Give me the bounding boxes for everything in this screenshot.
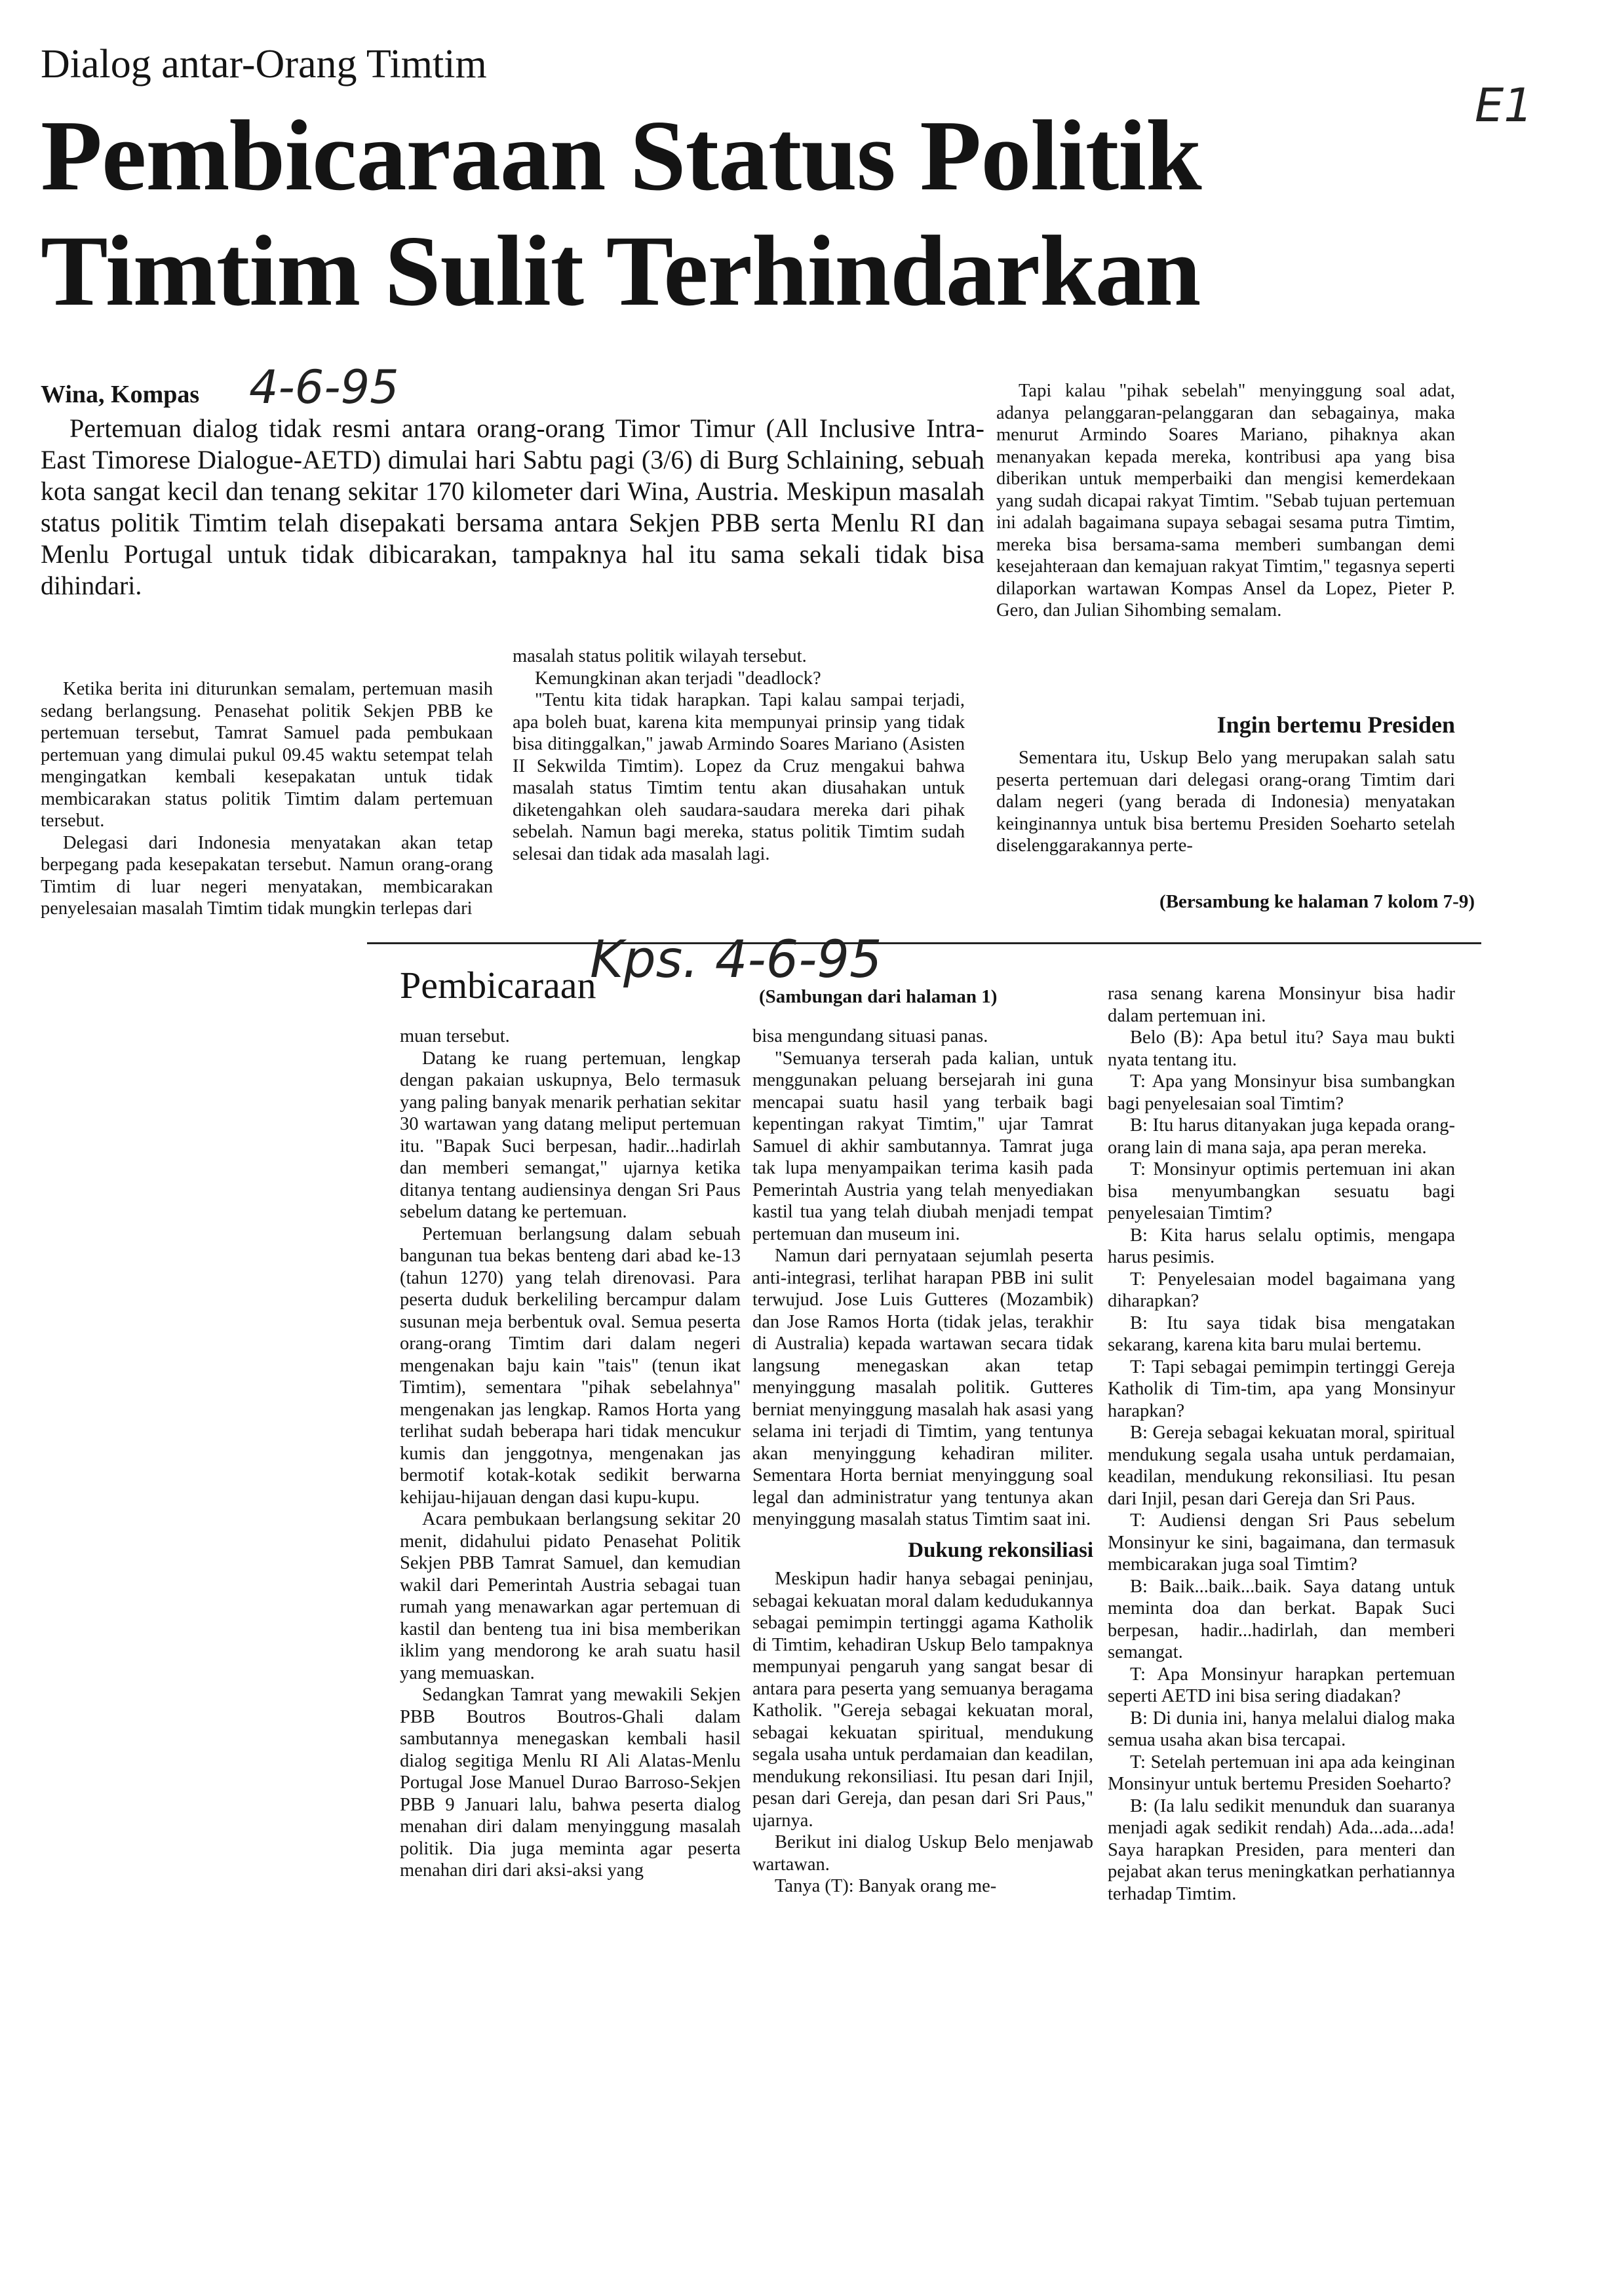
qa-line: B: Di dunia ini, hanya melalui dialog maka semua usaha akan bisa tercapai. bbox=[1108, 1708, 1455, 1750]
qa-line: T: Apa yang Monsinyur bisa sumbangkan bagi penyelesaian soal Timtim? bbox=[1108, 1071, 1455, 1114]
paragraph: bisa mengundang situasi panas. bbox=[752, 1026, 988, 1046]
qa-line: B: Kita harus selalu optimis, mengapa harus pesimis. bbox=[1108, 1225, 1455, 1267]
kicker: Dialog antar-Orang Timtim bbox=[41, 42, 487, 86]
article-column-3-continued bbox=[996, 747, 1455, 857]
paragraph: Delegasi dari Indonesia menyatakan akan tetap berpegang pada kesepakatan tersebut. Namun orang-orang Timtim di luar negeri menyatakan, membicarakan penyelesaian masalah Timtim tidak mungkin terlepas dari bbox=[41, 832, 493, 919]
qa-line: T: Setelah pertemuan ini apa ada keinginan Monsinyur untuk bertemu Presiden Soeharto? bbox=[1108, 1751, 1455, 1794]
paragraph: Meskipun hadir hanya sebagai peninjau, sebagai kekuatan moral dalam kedudukannya sebagai pemimpin tertinggi agama Katholik di Timtim, kehadiran Uskup Belo tampaknya mempunyai pengaruh yang sangat besar di antara para peserta yang semuanya beragama Katholik. "Gereja sebagai kekuatan moral, sebagai kekuatan spiritual, mendukung segala usaha untuk perdamaian dan keadilan, mendukung rekonsiliasi. Itu pesan dari Injil, pesan dari Gereja, dan pesan dari Sri Paus," ujarnya. bbox=[752, 1569, 1093, 1831]
paragraph: Sementara itu, Uskup Belo yang merupakan salah satu peserta pertemuan dari delegasi orang-orang Timtim dari dalam negeri (yang berada di Indonesia) menyatakan keinginannya untuk bisa bertemu Presiden Soeharto setelah diselenggarakannya perte- bbox=[996, 748, 1455, 856]
qa-line: T: Tapi sebagai pemimpin tertinggi Gereja Katholik di Tim-tim, apa yang Monsinyur harapkan? bbox=[1108, 1356, 1455, 1421]
paragraph: Kemungkinan akan terjadi "deadlock? bbox=[535, 668, 821, 689]
jump-source: (Sambungan dari halaman 1) bbox=[759, 986, 998, 1007]
paragraph: rasa senang karena Monsinyur bisa hadir dalam pertemuan ini. bbox=[1108, 984, 1455, 1026]
corner-handwritten-note: E1 bbox=[1475, 79, 1533, 132]
qa-line: B: Baik...baik...baik. Saya datang untuk meminta doa dan berkat. Bapak Suci berpesan, hadir...hadirlah, dan memberi semangat. bbox=[1108, 1576, 1455, 1662]
subheading: Ingin bertemu Presiden bbox=[1216, 712, 1455, 738]
article-column-1 bbox=[41, 678, 493, 920]
handwritten-date: 4-6-95 bbox=[249, 360, 399, 414]
article-column-2 bbox=[513, 645, 965, 865]
qa-line: T: Audiensi dengan Sri Paus sebelum Monsinyur ke sini, bagaimana, dan termasuk membicarakan juga soal Timtim? bbox=[1108, 1510, 1455, 1575]
article-column-3 bbox=[996, 380, 1455, 622]
lead-paragraph: Pertemuan dialog tidak resmi antara orang-orang Timor Timur (All Inclusive Intra-East Timorese Dialogue-AETD) dimulai hari Sabtu pagi (3/6) di Burg Schlaining, sebuah kota sangat kecil dan tenang sekitar 170 kilometer dari Wina, Austria. Meskipun masalah status politik Timtim telah disepakati bersama antara Sekjen PBB serta Menlu RI dan Menlu Portugal untuk tidak dibicarakan, tampaknya hal itu sama sekali tidak bisa dihindari. bbox=[41, 413, 984, 600]
qa-line: B: (Ia lalu sedikit menunduk dan suaranya menjadi agak sedikit rendah) Ada...ada...ada! Saya harapkan Presiden, para menteri dan pejabat akan terus meningkatkan perhatiannya terhadap Timtim. bbox=[1108, 1795, 1455, 1904]
qa-line: T: Penyelesaian model bagaimana yang diharapkan? bbox=[1108, 1269, 1455, 1311]
qa-line: T: Apa Monsinyur harapkan pertemuan seperti AETD ini bisa sering diadakan? bbox=[1108, 1664, 1455, 1706]
paragraph: "Tentu kita tidak harapkan. Tapi kalau sampai terjadi, apa boleh buat, karena kita mempunyai prinsip yang tidak bisa ditinggalkan," jawab Armindo Soares Mariano (Asisten II Sekwilda Timtim). Lopez da Cruz mengakui bahwa masalah status Timtim tentu akan diusahakan untuk diketengahkan oleh saudara-saudara mereka dari pihak sebelah. Namun bagi mereka, status politik Timtim sudah selesai dan tidak ada masalah lagi. bbox=[513, 690, 965, 864]
continuation-note: (Bersambung ke halaman 7 kolom 7-9) bbox=[1159, 891, 1475, 912]
paragraph: "Semuanya terserah pada kalian, untuk menggunakan peluang bersejarah ini guna mencapai suatu hasil yang terbaik bagi kepentingan rakyat Timtim," ujar Tamrat Samuel di akhir sambutannya. Tamrat juga tak lupa menyampaikan terima kasih pada Pemerintah Austria yang telah menyediakan kastil tua yang telah diubah menjadi tempat pertemuan dan museum ini. bbox=[752, 1048, 1093, 1244]
jump-column-3 bbox=[1108, 983, 1455, 1905]
paragraph: Acara pembukaan berlangsung sekitar 20 menit, didahului pidato Penasehat Politik Sekjen PBB Tamrat Samuel, dan kemudian wakil dari Pemerintah Austria sebagai tuan rumah yang menawarkan agar pertemuan di kastil dan benteng tua ini bisa memberikan iklim yang mendorong ke arah suatu hasil yang memuaskan. bbox=[400, 1509, 741, 1683]
qa-line: B: Itu saya tidak bisa mengatakan sekarang, karena kita baru mulai bertemu. bbox=[1108, 1312, 1455, 1355]
headline: Pembicaraan Status Politik Timtim Sulit Terhindarkan bbox=[41, 100, 1201, 327]
qa-line: B: Itu harus ditanyakan juga kepada orang-orang lain di mana saja, apa peran mereka. bbox=[1108, 1115, 1455, 1158]
qa-line: Belo (B): Apa betul itu? Saya mau bukti nyata tentang itu. bbox=[1108, 1027, 1455, 1070]
paragraph: Tanya (T): Banyak orang me- bbox=[775, 1876, 997, 1896]
paragraph: Tapi kalau "pihak sebelah" menyinggung soal adat, adanya pelanggaran-pelanggaran dan sebagainya, maka menurut Armindo Soares Mariano, pihaknya akan menanyakan kepada mereka, kontribusi apa yang bisa diberikan untuk memperbaiki dan mengisi kemerdekaan yang sudah dicapai rakyat Timtim. "Sebab tujuan pertemuan ini adalah bagaimana supaya sebagai sesama putra Timtim, mereka bisa bersama-sama memberi sumbangan demi kesejahteraan dan kemajuan rakyat Timtim," tegasnya seperti dilaporkan wartawan Kompas Ansel da Lopez, Pieter P. Gero, dan Julian Sihombing semalam. bbox=[996, 381, 1455, 621]
divider-rule bbox=[367, 942, 1481, 944]
qa-line: B: Gereja sebagai kekuatan moral, spiritual mendukung segala usaha untuk perdamaian, keadilan, mendukung rekonsiliasi. Itu pesan dari Injil, pesan dari Gereja dan Sri Paus. bbox=[1108, 1423, 1455, 1509]
paragraph: Pertemuan berlangsung dalam sebuah bangunan tua bekas benteng dari abad ke-13 (tahun 1270) yang telah direnovasi. Para peserta duduk berkeliling bercampur dalam susunan meja berbentuk oval. Semua peserta orang-orang Timtim dari dalam negeri mengenakan baju kain "tais" (tenun ikat Timtim), sementara "pihak sebelahnya" mengenakan jas lengkap. Ramos Horta yang terlihat sudah beberapa hari tidak mencukur kumis dan jenggotnya, mengenakan jas bermotif kotak-kotak sedikit berwarna kehijau-hijauan dengan dasi kupu-kupu. bbox=[400, 1223, 741, 1508]
jump-column-1 bbox=[400, 1025, 741, 1882]
paragraph: Berikut ini dialog Uskup Belo menjawab wartawan. bbox=[752, 1832, 1093, 1875]
dateline: Wina, Kompas bbox=[41, 381, 200, 408]
paragraph: muan tersebut. bbox=[400, 1026, 510, 1046]
jump-handwritten-note: Kps. 4-6-95 bbox=[590, 930, 882, 989]
paragraph: masalah status politik wilayah tersebut. bbox=[513, 646, 807, 666]
paragraph: Datang ke ruang pertemuan, lengkap dengan pakaian uskupnya, Belo termasuk yang paling banyak menarik perhatian sekitar 30 wartawan yang datang meliput pertemuan itu. "Bapak Suci berpesan, hadir...hadirlah dan memberi semangat," ujarnya ketika ditanya tentang audiensinya dengan Sri Paus sebelum datang ke pertemuan. bbox=[400, 1048, 741, 1222]
paragraph: Sedangkan Tamrat yang mewakili Sekjen PBB Boutros Boutros-Ghali dalam sambutannya menegaskan kembali hasil dialog segitiga Menlu RI Ali Alatas-Menlu Portugal Jose Manuel Durao Barroso-Sekjen PBB 9 Januari lalu, bahwa peserta dialog menahan diri dalam menyinggung masalah politik. Dia juga meminta agar peserta menahan diri dari aksi-aksi yang bbox=[400, 1685, 741, 1881]
paragraph: Namun dari pernyataan sejumlah peserta anti-integrasi, terlihat harapan PBB ini sulit terwujud. Jose Luis Gutteres (Mozambik) dan Jose Ramos Horta (tidak jelas, terakhir di Australia) kepada wartawan secara tidak langsung menegaskan akan tetap menyinggung masalah politik. Gutteres berniat menyinggung masalah hak asasi yang selama ini terjadi di Timtim, yang tentunya akan menyinggung kehadiran militer. Sementara Horta berniat menyinggung soal legal dan administratur yang tentunya akan menyinggung masalah status Timtim saat ini. bbox=[752, 1246, 1093, 1529]
paragraph: Ketika berita ini diturunkan semalam, pertemuan masih sedang berlangsung. Penasehat politik Sekjen PBB ke pertemuan tersebut, Tamrat Samuel pada pembukaan pertemuan yang dimulai pukul 09.45 waktu setempat telah mengingatkan kembali kesepakatan untuk tidak membicarakan status politik Timtim dalam pertemuan tersebut. bbox=[41, 679, 493, 831]
jump-column-2 bbox=[752, 1025, 1093, 1898]
qa-line: T: Monsinyur optimis pertemuan ini akan bisa menyumbangkan sesuatu bagi penyelesaian Timtim? bbox=[1108, 1159, 1455, 1223]
jump-title: Pembicaraan bbox=[400, 964, 596, 1006]
subheading: Dukung rekonsiliasi bbox=[908, 1538, 1093, 1562]
